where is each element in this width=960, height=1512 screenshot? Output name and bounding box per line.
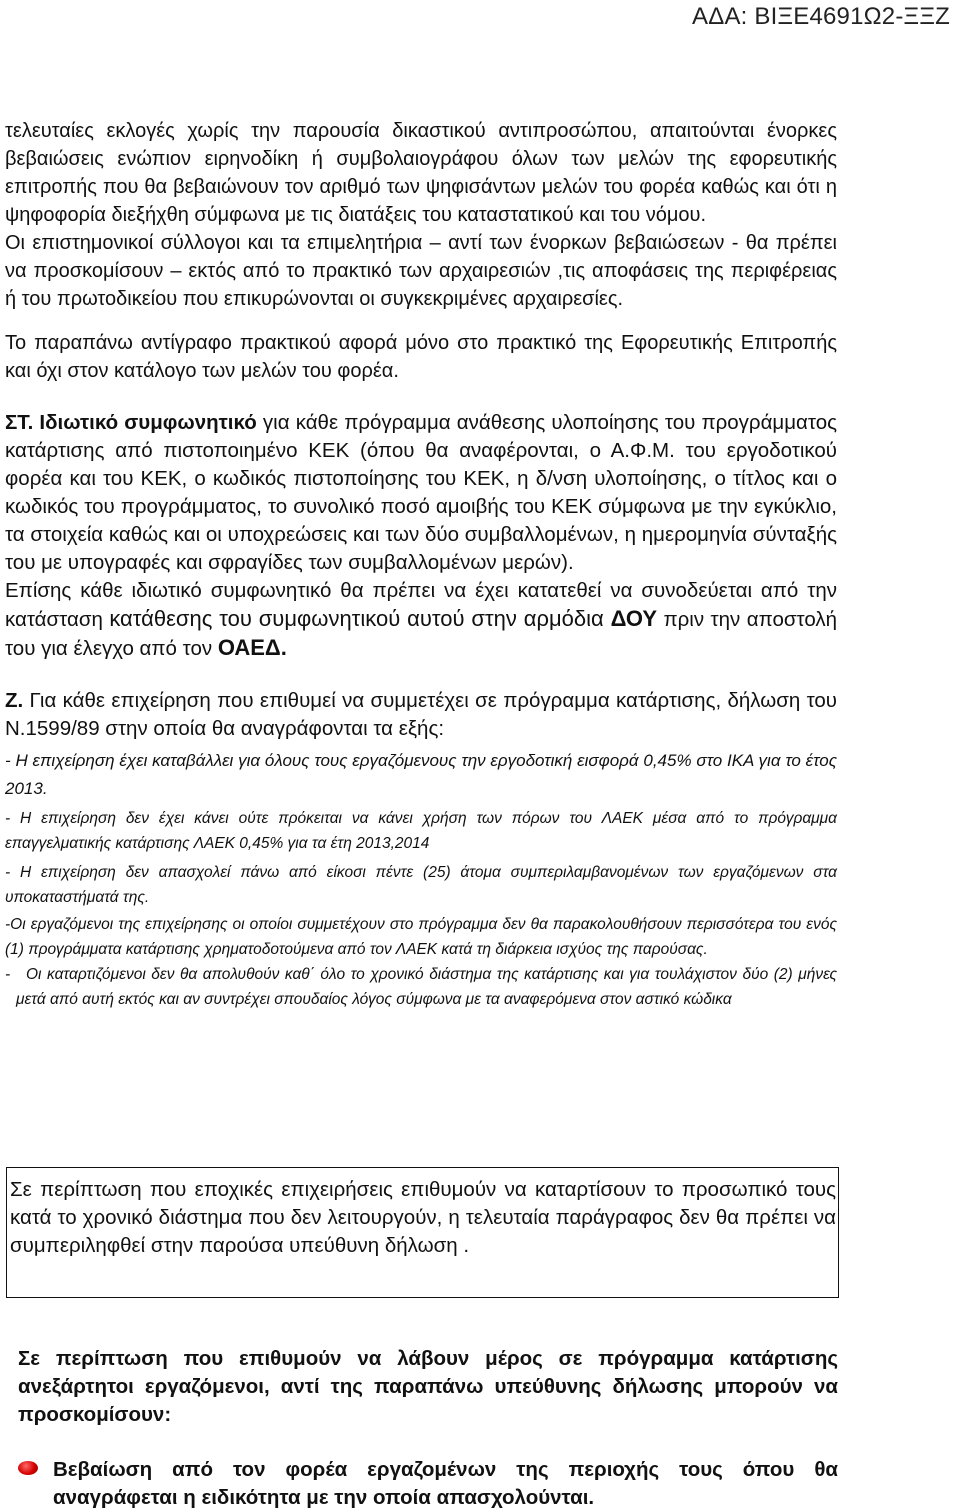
section-st-bold-title: Ιδιωτικό συμφωνητικό: [39, 411, 257, 434]
paragraph-scientific-associations: Οι επιστημονικοί σύλλογοι και τα επιμελητήρια – αντί των ένορκων βεβαιώσεων - θα πρέπει να προσκομίσουν – εκτός από το πρακτικό των αρχαιρεσιών ,τις αποφάσεις της περιφέρειας ή του πρωτοδικείου που επικυρώνονται οι συγκεκριμένες αρχαιρεσίες.: [5, 232, 837, 310]
section-z: [5, 687, 837, 743]
declaration-item-1: - Η επιχείρηση έχει καταβάλλει για όλους τους εργαζόμενους την εργοδοτική εισφορά 0,45% στο ΙΚΑ για το έτος 2013.: [5, 751, 837, 798]
section-st-oaed: ΟΑΕΔ.: [217, 635, 287, 660]
paragraph-election-affidavits: τελευταίες εκλογές χωρίς την παρουσία δικαστικού αντιπροσώπου, απαιτούνται ένορκες βεβαιώσεις ενώπιον ειρηνοδίκη ή συμβολαιογράφου όλων των μελών της εφορευτικής επιτροπής που θα βεβαιώνουν τον αριθμό των ψηφισάντων μελών του φορέα καθώς και ότι η ψηφοφορία διεξήχθη σύμφωνα με τις διατάξεις του καταστατικού και του νόμου.: [5, 120, 837, 226]
section-z-text: Για κάθε επιχείρηση που επιθυμεί να συμμετέχει σε πρόγραμμα κατάρτισης, δήλωση του Ν.1599/89 στην οποία θα αναγράφονται τα εξής:: [5, 689, 837, 740]
red-bullet-icon: [18, 1461, 38, 1475]
section-st-deposit-text: Επίσης κάθε ιδιωτικό συμφωνητικό θα πρέπει να έχει κατατεθεί να συνοδεύεται από την κατάσταση: [5, 579, 837, 631]
declaration-item-4: -Οι εργαζόμενοι της επιχείρησης οι οποίοι συμμετέχουν στο πρόγραμμα δεν θα παρακολουθήσουν περισσότερα του ενός (1) προγράμματα κατάρτισης χρηματοδοτούμενα από τον ΛΑΕΚ κατά τη διάρκεια ισχύος της παρούσας.: [5, 916, 837, 958]
document-body: [5, 117, 837, 1012]
declaration-item-3: - Η επιχείρηση δεν απασχολεί πάνω από είκοσι πέντε (25) άτομα συμπεριλαμβανομένων των εργαζόμενων στα υποκαταστήματά της.: [5, 864, 837, 906]
seasonal-note-text: Σε περίπτωση που εποχικές επιχειρήσεις επιθυμούν να καταρτίσουν το προσωπικό τους κατά το χρονικό διάστημα που δεν λειτουργούν, η τελευταία παράγραφος δεν θα πρέπει να συμπεριληφθεί στην παρούσα υπεύθυνη δήλωση .: [10, 1178, 836, 1257]
section-st: [5, 409, 837, 577]
declaration-item-5: [5, 962, 837, 1012]
section-st-deposit: [5, 577, 837, 663]
section-st-deposit-large: κατάθεσης του συμφωνητικού αυτού στην αρμόδια: [109, 606, 611, 631]
declaration-item-5-text: [16, 962, 837, 1012]
independent-workers-heading: Σε περίπτωση που επιθυμούν να λάβουν μέρος σε πρόγραμμα κατάρτισης ανεξάρτητοι εργαζόμενοι, αντί της παραπάνω υπεύθυνης δήλωσης μπορούν να προσκομίσουν:: [18, 1347, 838, 1426]
seasonal-note-box: [6, 1167, 839, 1298]
section-st-doy: ΔΟΥ: [610, 606, 658, 631]
certificate-bullet-text: Βεβαίωση από τον φορέα εργαζομένων της περιοχής τους όπου θα αναγράφεται η ειδικότητα με την οποία απασχολούνται.: [53, 1458, 838, 1509]
section-st-deposit-end: πριν την αποστολή του για έλεγχο από τον: [5, 608, 837, 660]
ada-code: ΑΔΑ: ΒΙΞΕ4691Ω2-ΞΞΖ: [692, 3, 950, 30]
section-z-label: Ζ.: [5, 689, 24, 712]
declaration-item-5-dash: -: [5, 966, 11, 983]
paragraph-minutes-copy: Το παραπάνω αντίγραφο πρακτικού αφορά μόνο στο πρακτικό της Εφορευτικής Επιτροπής και όχι στον κατάλογο των μελών του φορέα.: [5, 332, 837, 382]
declaration-item-5-body: Οι καταρτιζόμενοι δεν θα απολυθούν καθ΄ όλο το χρονικό διάστημα της κατάρτισης και για τουλάχιστον δύο (2) μήνες μετά από αυτή εκτός και αν συντρέχει σπουδαίος λόγος σύμφωνα με τα αναφερόμενα στον αστικό κώδικα: [16, 966, 837, 1008]
declaration-item-2: - Η επιχείρηση δεν έχει κάνει ούτε πρόκειται να κάνει χρήση των πόρων του ΛΑΕΚ μέσα από το πρόγραμμα επαγγελματικής κατάρτισης ΛΑΕΚ 0,45% για τα έτη 2013,2014: [5, 810, 837, 852]
certificate-bullet-item: [18, 1456, 838, 1512]
section-st-label: ΣΤ.: [5, 411, 34, 434]
section-st-text: για κάθε πρόγραμμα ανάθεσης υλοποίησης του προγράμματος κατάρτισης από πιστοποιημένο ΚΕΚ (όπου θα αναφέρονται, ο Α.Φ.Μ. του εργοδοτικού φορέα και του ΚΕΚ, ο κωδικός πιστοποίησης του ΚΕΚ, η δ/νση υλοποίησης, ο τίτλος και ο κωδικός του προγράμματος, το συνολικό ποσό αμοιβής του ΚΕΚ σύμφωνα με την εγκύκλιο, τα στοιχεία καθώς και οι υποχρεώσεις και των δύο συμβαλλομένων, η ημερομηνία σύνταξής του με υπογραφές και σφραγίδες των συμβαλλομένων μερών).: [5, 411, 837, 574]
independent-workers-section: [18, 1345, 838, 1429]
